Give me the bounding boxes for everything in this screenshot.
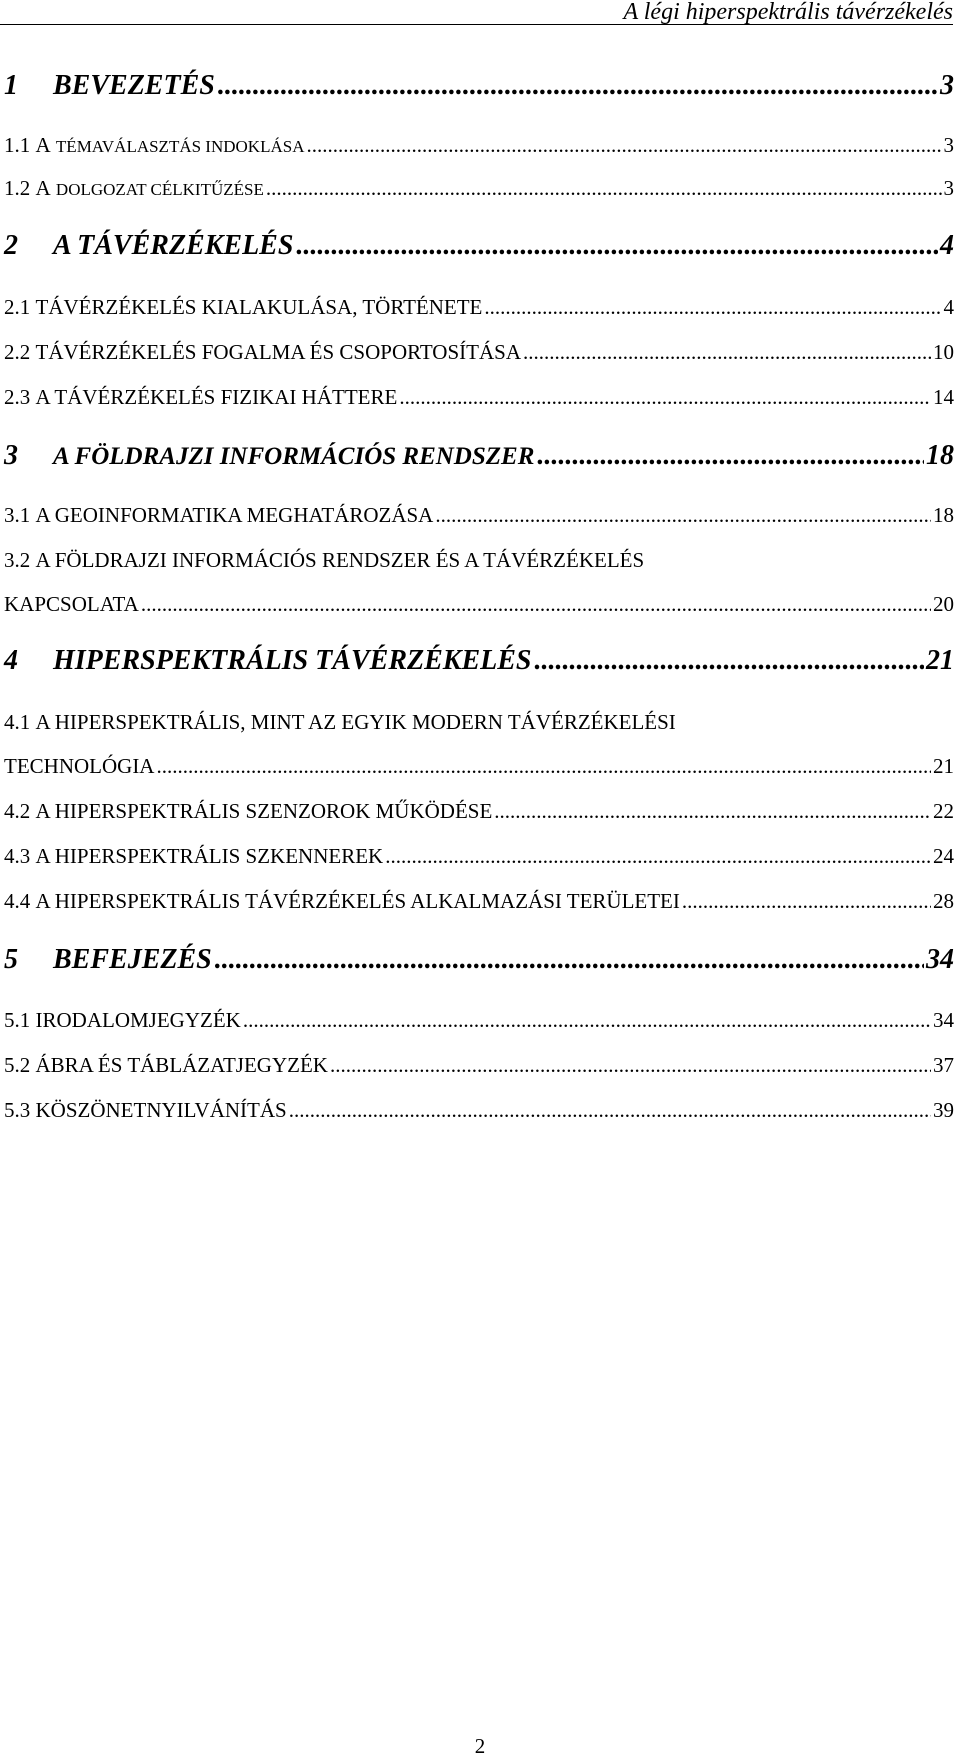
toc-title: IRODALOMJEGYZÉK: [35, 1008, 241, 1032]
toc-page: 3: [943, 176, 954, 200]
toc-entry-5-2[interactable]: [4, 1053, 954, 1078]
toc-entry-4[interactable]: [4, 645, 954, 677]
toc-entry-1[interactable]: [4, 70, 954, 102]
toc-title: TÉMAVÁLASZTÁS INDOKLÁSA: [55, 137, 305, 156]
toc-title: A HIPERSPEKTRÁLIS SZKENNEREK: [35, 844, 384, 868]
toc-number: 3: [4, 440, 18, 471]
toc-title: ÁBRA ÉS TÁBLÁZATJEGYZÉK: [35, 1053, 328, 1077]
toc-page: 10: [933, 340, 954, 364]
toc-entry-3[interactable]: [4, 440, 954, 472]
toc-title: BEVEZETÉS: [53, 70, 215, 101]
toc-leader-dots: [266, 176, 942, 201]
toc-number: 4.3: [4, 844, 31, 868]
toc-leader-dots: [289, 1098, 931, 1123]
toc-page: 4: [943, 295, 954, 319]
toc-number: 2.2: [4, 340, 31, 364]
toc-page: 37: [933, 1053, 954, 1077]
toc-title-initial: A: [35, 176, 51, 200]
toc-page: 4: [940, 230, 954, 261]
toc-number: 1: [4, 70, 18, 101]
toc-page: 20: [933, 592, 954, 616]
toc-leader-dots: [484, 295, 941, 320]
toc-leader-dots: [385, 844, 931, 869]
toc-leader-dots: [306, 133, 941, 158]
toc-entry-3-2[interactable]: [4, 592, 954, 617]
toc-entry-3-2-line1[interactable]: [4, 548, 644, 573]
toc-leader-dots: [682, 889, 931, 914]
page-number: 2: [474, 1734, 486, 1758]
toc-title: A GEOINFORMATIKA MEGHATÁROZÁSA: [35, 503, 434, 527]
toc-leader-dots: [523, 340, 931, 365]
toc-title-initial: A: [35, 133, 51, 157]
toc-title: HIPERSPEKTRÁLIS TÁVÉRZÉKELÉS: [53, 645, 532, 676]
toc-number: 5.2: [4, 1053, 31, 1077]
toc-number: 5.1: [4, 1008, 31, 1032]
toc-title-continued: TECHNOLÓGIA: [4, 754, 155, 778]
toc-title: DOLGOZAT CÉLKITŰZÉSE: [55, 180, 264, 199]
toc-leader-dots: [214, 944, 924, 976]
toc-entry-4-2[interactable]: [4, 799, 954, 824]
toc-number: 5.3: [4, 1098, 31, 1122]
toc-entry-4-1[interactable]: [4, 754, 954, 779]
toc-entry-3-1[interactable]: [4, 503, 954, 528]
toc-entry-2-1[interactable]: [4, 295, 954, 320]
toc-number: 1.1: [4, 133, 31, 157]
toc-page: 3: [940, 70, 954, 101]
toc-title: A FÖLDRAJZI INFORMÁCIÓS RENDSZER ÉS A TÁVÉRZÉKELÉS: [35, 548, 645, 572]
toc-number: 2.3: [4, 385, 31, 409]
toc-page: 34: [933, 1008, 954, 1032]
toc-entry-4-3[interactable]: [4, 844, 954, 869]
toc-page: 3: [943, 133, 954, 157]
toc-title: A TÁVÉRZÉKELÉS FIZIKAI HÁTTERE: [35, 385, 398, 409]
toc-entry-4-1-line1[interactable]: [4, 710, 676, 735]
toc-page: 18: [926, 440, 954, 471]
toc-entry-2[interactable]: [4, 230, 954, 262]
toc-entry-5-3[interactable]: [4, 1098, 954, 1123]
toc-entry-5-1[interactable]: [4, 1008, 954, 1033]
running-header: A légi hiperspektrális távérzékelés: [0, 0, 953, 25]
toc-title: TÁVÉRZÉKELÉS FOGALMA ÉS CSOPORTOSÍTÁSA: [35, 340, 521, 364]
toc-entry-2-2[interactable]: [4, 340, 954, 365]
toc-number: 4: [4, 645, 18, 676]
toc-title: A FÖLDRAJZI INFORMÁCIÓS RENDSZER: [53, 443, 535, 470]
toc-title: TÁVÉRZÉKELÉS KIALAKULÁSA, TÖRTÉNETE: [35, 295, 483, 319]
toc-title: BEFEJEZÉS: [53, 944, 212, 975]
toc-page: 14: [933, 385, 954, 409]
toc-number: 4.1: [4, 710, 31, 734]
toc-page: 24: [933, 844, 954, 868]
toc-page: 22: [933, 799, 954, 823]
toc-number: 3.2: [4, 548, 31, 572]
toc-page: 39: [933, 1098, 954, 1122]
toc-leader-dots: [217, 70, 938, 102]
toc-number: 1.2: [4, 176, 31, 200]
toc-title-continued: KAPCSOLATA: [4, 592, 139, 616]
toc-number: 4.4: [4, 889, 31, 913]
toc-entry-4-4[interactable]: [4, 889, 954, 914]
toc-leader-dots: [243, 1008, 931, 1033]
toc-page: 21: [926, 645, 954, 676]
toc-entry-5[interactable]: [4, 944, 954, 976]
toc-entry-1-1[interactable]: [4, 133, 954, 158]
toc-entry-2-3[interactable]: [4, 385, 954, 410]
toc-number: 5: [4, 944, 18, 975]
toc-number: 2.1: [4, 295, 31, 319]
toc-title: A HIPERSPEKTRÁLIS, MINT AZ EGYIK MODERN TÁVÉRZÉKELÉSI: [35, 710, 676, 734]
toc-title: KÖSZÖNETNYILVÁNÍTÁS: [35, 1098, 287, 1122]
toc-number: 3.1: [4, 503, 31, 527]
toc-leader-dots: [533, 645, 924, 677]
toc-leader-dots: [494, 799, 931, 824]
toc-leader-dots: [536, 440, 924, 472]
toc-page: 18: [933, 503, 954, 527]
toc-leader-dots: [330, 1053, 931, 1078]
toc-number: 2: [4, 230, 18, 261]
toc-leader-dots: [295, 230, 938, 262]
toc-page: 34: [926, 944, 954, 975]
toc-leader-dots: [156, 754, 931, 779]
toc-leader-dots: [141, 592, 931, 617]
toc-title: A TÁVÉRZÉKELÉS: [53, 230, 294, 261]
toc-entry-1-2[interactable]: [4, 176, 954, 201]
toc-leader-dots: [399, 385, 931, 410]
toc-page: 21: [933, 754, 954, 778]
toc-number: 4.2: [4, 799, 31, 823]
toc-title: A HIPERSPEKTRÁLIS TÁVÉRZÉKELÉS ALKALMAZÁSI TERÜLETEI: [35, 889, 680, 913]
toc-page: 28: [933, 889, 954, 913]
toc-title: A HIPERSPEKTRÁLIS SZENZOROK MŰKÖDÉSE: [35, 799, 493, 823]
toc-leader-dots: [435, 503, 931, 528]
